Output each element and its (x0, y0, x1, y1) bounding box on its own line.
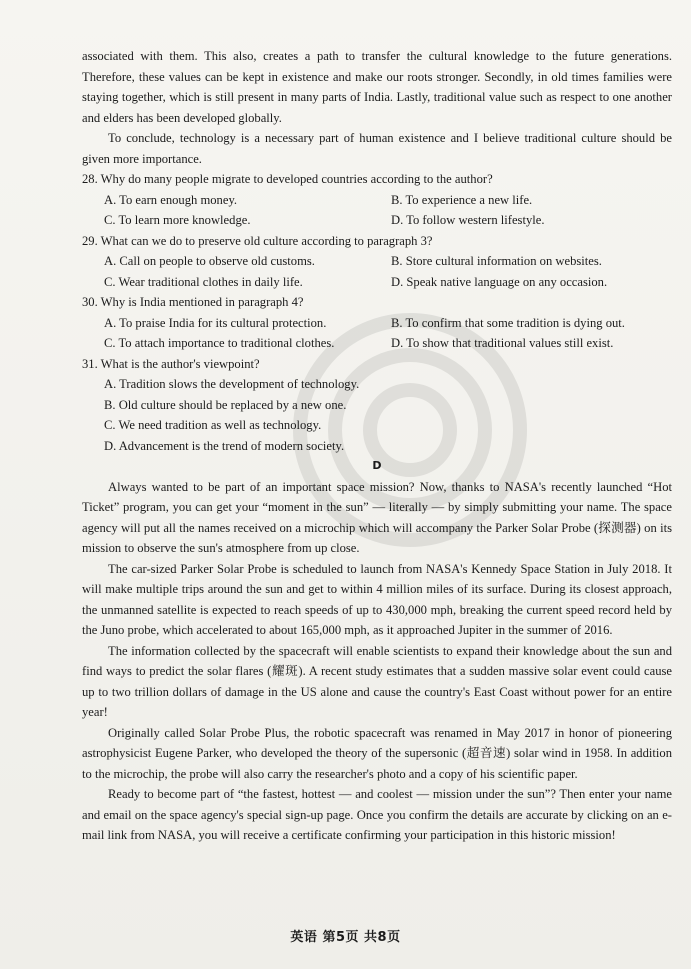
option-c: C. To attach importance to traditional clothes. (104, 336, 335, 350)
option-a: A. Tradition slows the development of technology. (104, 377, 360, 391)
option-a: A. Call on people to observe old customs. (104, 254, 315, 268)
option-d: D. Advancement is the trend of modern society. (104, 438, 345, 453)
option-d: D. Speak native language on any occasion. (391, 274, 608, 289)
option-c: C. Wear traditional clothes in daily life. (104, 274, 303, 289)
page-footer: 英语 第5页 共8页 (290, 930, 401, 945)
question-stem: 29. What can we do to preserve old culture according to paragraph 3? (82, 233, 433, 248)
question-31 (82, 354, 672, 457)
passage-d-paragraph-3: The information collected by the spacecraft will enable scientists to expand their knowledge about the sun and find ways to predict the solar flares (耀斑). A recent study estimates that a sudden massive solar event could cause up to two trillion dollars of damage in the US alone and cause the country's East Coast without power for an entire year! (82, 643, 672, 719)
passage-c-conclusion: To conclude, technology is a necessary part of human existence and I believe traditional culture should be given more importance. (82, 131, 672, 166)
passage-d-paragraph-5: Ready to become part of “the fastest, hottest — and coolest — mission under the sun”? Then enter your name and email on the space agency's special sign-up page. Once you confirm the details are accurate by clicking on an e-mail link from NASA, you will receive a certificate confirming your participation in this historic mission! (82, 787, 672, 842)
option-b: B. To experience a new life. (391, 192, 533, 207)
option-a: A. To praise India for its cultural protection. (104, 315, 327, 330)
passage-d-paragraph-2: The car-sized Parker Solar Probe is scheduled to launch from NASA's Kennedy Space Station in July 2018. It will make multiple trips around the sun and get to within 4 million miles of its surface. During its closest approach, the unmanned satellite is expected to reach speeds of up to 430,000 mph, breaking the current speed record held by the Juno probe, which accelerated to about 165,000 mph, as it approached Jupiter in the summer of 2016. (82, 561, 672, 637)
option-c: C. We need tradition as well as technology. (104, 418, 322, 432)
question-stem: 31. What is the author's viewpoint? (82, 356, 260, 371)
option-c: C. To learn more knowledge. (104, 213, 251, 227)
option-b: B. To confirm that some tradition is dying out. (391, 315, 625, 330)
passage-d-paragraph-4: Originally called Solar Probe Plus, the robotic spacecraft was renamed in May 2017 in honor of pioneering astrophysicist Eugene Parker, who developed the theory of the supersonic (超音速) solar wind in 1958. In addition to the microchip, the probe will also carry the researcher's photo and a copy of his scientific paper. (82, 725, 672, 781)
page-content (82, 46, 672, 846)
passage-c-tail-paragraph: associated with them. This also, creates a path to transfer the cultural knowledge to the future generations. Therefore, these values can be kept in existence and make our roots stronger. Secondly, in old times families were staying together, which is still present in many parts of India. Lastly, traditional value such as respect to one another and elders has been developed globally. (82, 49, 672, 125)
passage-d-paragraph-1: Always wanted to be part of an important space mission? Now, thanks to NASA's recently launched “Hot Ticket” program, you can get your “moment in the sun” — literally — by simply submitting your name. The space agency will put all the names received on a microchip which will accompany the Parker Solar Probe (探测器) on its mission to observe the sun's atmosphere from up close. (82, 479, 672, 555)
option-d: D. To show that traditional values still exist. (391, 336, 614, 350)
option-a: A. To earn enough money. (104, 192, 238, 207)
question-30 (82, 292, 672, 354)
option-b: B. Store cultural information on websites. (391, 254, 602, 268)
question-29 (82, 231, 672, 293)
question-stem: 30. Why is India mentioned in paragraph 4? (82, 295, 304, 309)
option-b: B. Old culture should be replaced by a new one. (104, 397, 347, 412)
question-stem: 28. Why do many people migrate to developed countries according to the author? (82, 172, 493, 186)
question-28 (82, 169, 672, 231)
option-d: D. To follow western lifestyle. (391, 213, 545, 227)
section-heading: D (372, 459, 382, 472)
